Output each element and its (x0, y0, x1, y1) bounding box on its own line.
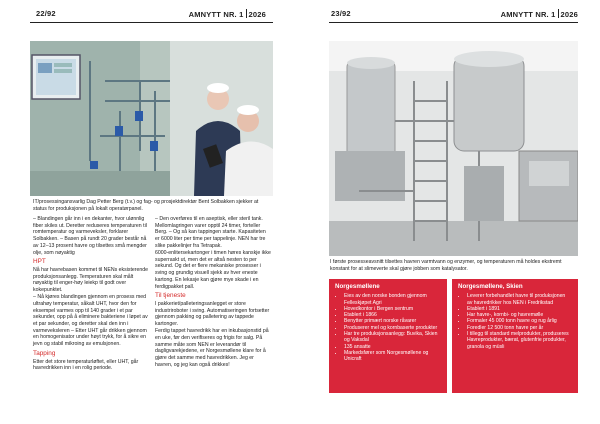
section-heading: Tapping (33, 349, 56, 357)
factbox-title: Norgesmøllene (335, 283, 380, 290)
fact-item: • Etablert i 1891 (467, 306, 572, 312)
body-paragraph: 6000-enlitersekartonger i timen høres kanskje ikke superraskt ut, men det er altså nesten to per sekund. Og det er flere mekaniske prosesser i sving og grundig visuell sjekk av hver eneste kartong. En lekasje kan gjøre mye skade i en ferdigpakket pall. (155, 250, 271, 290)
fact-item: • Formaler 45 000 tonn havre og rug årlig (467, 318, 572, 324)
factbox-norgesmollene (329, 279, 447, 393)
right-masthead (501, 9, 578, 19)
left-page-number: 22/92 (36, 9, 56, 18)
fact-item: • Produserer mel og kornbaserte produkter (344, 325, 441, 331)
fact-item: • I tillegg til standard melprodukter, produseres Havreprodukter, bærat, glutenfrie produkter, granola og müsli (467, 331, 572, 350)
left-body-column-1 (33, 216, 149, 372)
fact-item: • Leverer forbehandlet havre til produksjonen av havredrikker hos NEN i Fredrikstad (467, 293, 572, 306)
body-paragraph: Ferdig tappet havredrikk har en inkubasjonstid på en uke, før den verifiseres og frigis for salg. På samme måte som NEN er leverandør til dagligvarekjedene, er Norgesmøllene klare for å gjøre det samme med havredrikken. Jeg er havren, og jeg kan også drikkes! (155, 328, 269, 368)
left-body-column-2 (155, 216, 271, 369)
fact-item: • Hovedkontor i Bergen sentrum (344, 306, 441, 312)
fact-item: • Markedsfører som Norgesmøllene og Unicraft (344, 350, 441, 363)
body-paragraph: Etter det store temperaturløftet, eller UHT, går havredrikken inn i en rolig periode. (33, 358, 139, 372)
left-masthead (189, 9, 266, 19)
fact-item: • Benytter primært norske råvarer (344, 318, 441, 324)
photo-process-tanks (329, 41, 578, 256)
factbox-list (335, 293, 441, 362)
factbox-list (458, 293, 572, 350)
issue-year: 2026 (560, 10, 578, 19)
left-photo-caption: IT/prosessingansvarlig Dag Petter Berg (t.v.) og fag- og prosjektdirektør Bent Solbakken sjekker at status for produksjonen på lokalt operatørpanel. (33, 199, 259, 212)
top-rule (329, 22, 578, 23)
fact-item: • Eies av den norske bonden gjennom Felleskjøpet Agri (344, 293, 441, 306)
photo-control-panel (30, 41, 273, 196)
factbox-title: Norgesmøllene, Skien (458, 283, 523, 290)
right-page-number: 23/92 (331, 9, 351, 18)
section-heading: Til tjeneste (155, 292, 186, 300)
fact-item: • Har havre-, kornbi- og havremølle (467, 312, 572, 318)
body-paragraph: – Blandingen går inn i en dekanter, hvor ulønnlig fiber skiles ut. Deretter reduseres temperaturen til romtemperatur og varmeveksler, forklarer Solbakken. – Basen på rundt 20 grader består nå av 12–13 prosent havre og tilsettes små mengder olje, som nøyaktig (33, 216, 147, 256)
factbox-norgesmollene-skien (452, 279, 578, 393)
magazine-name: AMNYTT NR. 1 (500, 10, 556, 19)
fact-item: • Etablert i 1866 (344, 312, 441, 318)
body-paragraph: – Den overføres til en aseptisk, eller steril tank. Mellomlagringen varer opptil 24 timer, forteller Berg. – Og så kan tappingen starte. Kapasiteten er 6000 liter per time per tappelinje. NEN har tre slike pakkelinjer fra Tetrapak. (155, 216, 266, 249)
fact-item: • Har tre produksjonsanlegg: Buvika, Skien og Vaksdal (344, 331, 441, 344)
right-photo-caption: I første prosesseavsnitt tilsettes havren varmtvann og enzymer, og temperaturen må holdes ekstremt konstant for at slimeverte skal gjøre jobben som katalysator. (330, 259, 562, 272)
body-paragraph: I pakkeriet/palleteringsanlegget er store industriroboter i sving. Automatiseringen fortsetter gjennom pakking og palletering av tappede kartonger. (155, 300, 270, 328)
body-paragraph: – Nå kjøres blandingen gjennom en prosess med ultrahøy temperatur, såkalt UHT, hvor den for eksempel varmes opp til 140 grader i et par sekunder, opp på å eliminere bakteriene i løpet av et par sekunder, og deretter skal den inn i varmeveksleren – Etter UHT går drikken gjennom en homogenisator under høyt trykk, for å sikre en jevn og stabil mikroing av emulsjonen. (33, 294, 148, 348)
fact-item: • 135 ansatte (344, 344, 441, 350)
magazine-name: AMNYTT NR. 1 (188, 10, 244, 19)
section-heading: HPT (33, 258, 46, 266)
top-rule (30, 22, 273, 23)
issue-year: 2026 (248, 10, 266, 19)
body-paragraph: Nå har havrebasen kommet til NENs eksisterende produksjonsanlegg. Temperaturen skal målt nøyaktig til enger-høy leiekp til godt over kokepunktet. (33, 266, 149, 294)
fact-item: • Foredler 12 500 tonn havre per år (467, 325, 572, 331)
right-page (300, 0, 600, 424)
